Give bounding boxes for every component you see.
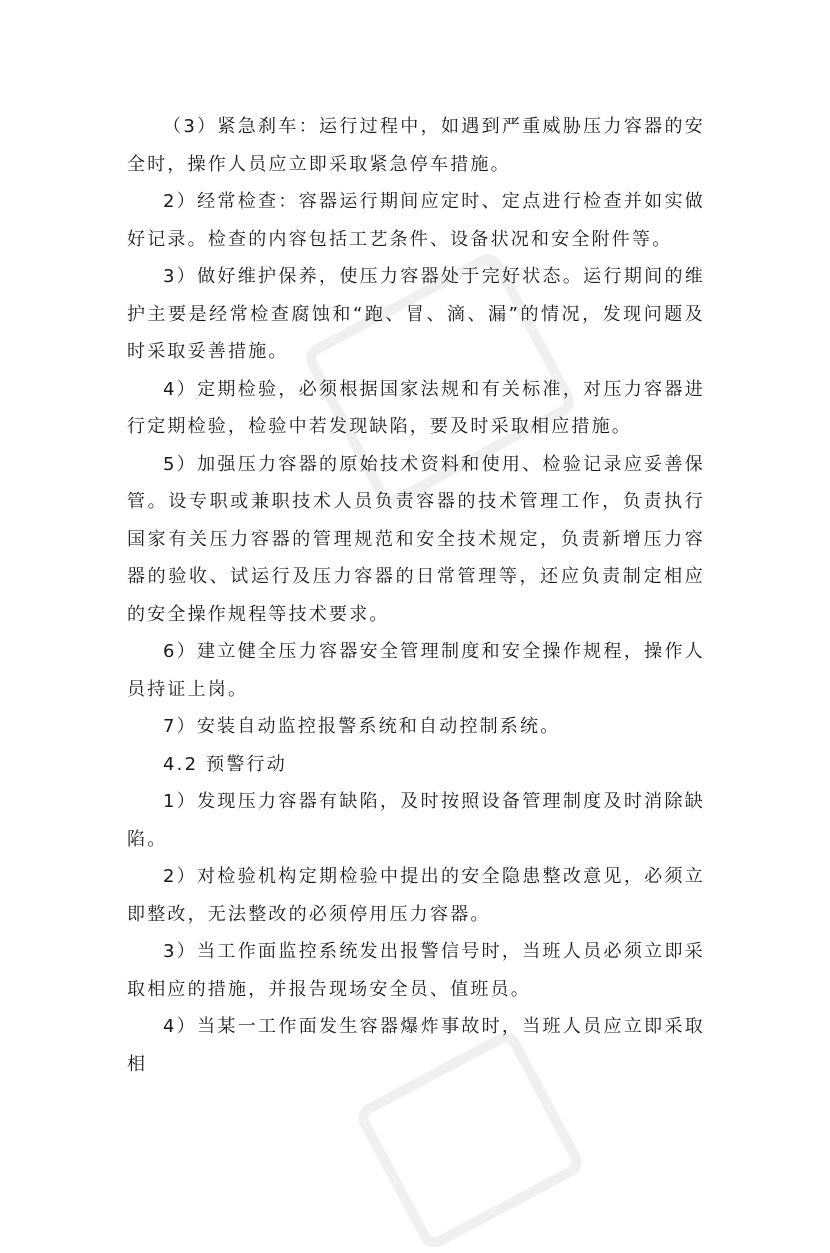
section-heading-warning-action: 4.2 预警行动	[163, 753, 287, 775]
document-body	[127, 108, 705, 1083]
paragraph-regular-inspection: 2）经常检查：容器运行期间应定时、定点进行检查并如实做好记录。检查的内容包括工艺条件、设备状况和安全附件等。	[127, 191, 705, 250]
paragraph-defect-handling: 1）发现压力容器有缺陷，及时按照设备管理制度及时消除缺陷。	[127, 791, 705, 850]
paragraph-emergency-stop: （3）紧急刹车：运行过程中，如遇到严重威胁压力容器的安全时，操作人员应立即采取紧急停车措施。	[127, 116, 705, 175]
paragraph-monitoring-system: 7）安装自动监控报警系统和自动控制系统。	[163, 716, 561, 737]
paragraph-records-management: 5）加强压力容器的原始技术资料和使用、检验记录应妥善保管。设专职或兼职技术人员负责容器的技术管理工作，负责执行国家有关压力容器的管理规范和安全技术规定，负责新增压力容器的验收、试运行及压力容器的日常管理等，还应负责制定相应的安全操作规程等技术要求。	[127, 453, 705, 625]
paragraph-explosion-response: 4）当某一工作面发生容器爆炸事故时，当班人员应立即采取相	[127, 1016, 705, 1075]
paragraph-alarm-response: 3）当工作面监控系统发出报警信号时，当班人员必须立即采取相应的措施，并报告现场安全员、值班员。	[127, 941, 705, 1000]
paragraph-safety-rules: 6）建立健全压力容器安全管理制度和安全操作规程，操作人员持证上岗。	[127, 641, 705, 700]
paragraph-rectification: 2）对检验机构定期检验中提出的安全隐患整改意见，必须立即整改，无法整改的必须停用压力容器。	[127, 866, 705, 925]
paragraph-periodic-testing: 4）定期检验，必须根据国家法规和有关标准，对压力容器进行定期检验，检验中若发现缺陷，要及时采取相应措施。	[127, 378, 705, 437]
paragraph-maintenance: 3）做好维护保养，使压力容器处于完好状态。运行期间的维护主要是经常检查腐蚀和“跑、冒、滴、漏”的情况，发现问题及时采取妥善措施。	[127, 266, 705, 362]
